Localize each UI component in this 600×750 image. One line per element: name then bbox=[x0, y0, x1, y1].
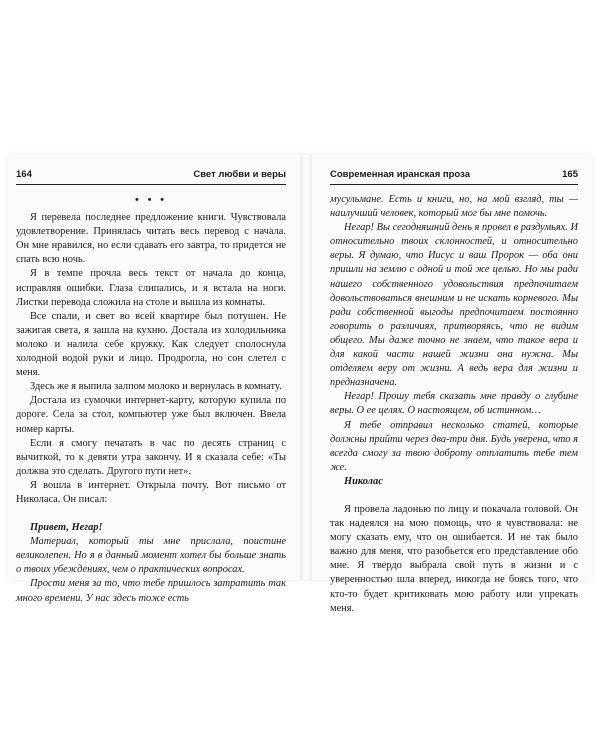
right-page-number: 165 bbox=[562, 169, 578, 180]
right-page bbox=[330, 169, 578, 616]
letter-greeting: Привет, Негар! bbox=[30, 522, 103, 534]
right-running-title: Современная иранская проза bbox=[330, 169, 470, 180]
left-page-number: 164 bbox=[16, 169, 32, 180]
left-page bbox=[16, 169, 286, 606]
left-page-body bbox=[16, 193, 286, 606]
book-gutter bbox=[300, 155, 312, 580]
letter-paragraph: Я тебе отправил несколько статей, которые должны прийти через два-три дня. Будь уверена, что я всегда смогу за твою доброту отплатить тебе тем же. bbox=[330, 419, 578, 473]
letter-paragraph: Негар! Вы сегодняшний день я провел в раздумьях. И относительно твоих склонностей, и относительно веры. Я думаю, что Иисус и ваш Пророк — оба они пришли на землю с одной и той же целью. Но мы ради нашего собственного удовольствия предпочитаем довольствоваться внешним и не искать корневого. Мы ради собственной выгоды предпочитаем постоянно говорить о различиях, притворяясь, что не видим общего. Мы даже точно не знаем, что такое вера и для какой части нашей жизни она нужна. Мы отделяем веру от жизни. А ведь вера для жизни и предназначена. bbox=[330, 222, 578, 389]
spacer bbox=[330, 489, 578, 503]
paragraph: Если я смогу печатать в час по десять страниц с вычиткой, то к девяти утра закончу. И я сказала себе: «Ты должна это сделать. Другого пути нет». bbox=[16, 437, 286, 477]
paragraph: Здесь же я выпила залпом молоко и вернулась в комнату. bbox=[30, 381, 282, 393]
book-spread bbox=[8, 155, 592, 614]
letter-continuation: мусульмане. Есть и книги, но, на мой взгляд, ты — наилучший человек, который мог бы мне помочь. bbox=[330, 194, 578, 220]
paragraph: Я перевела последнее предложение книги. Чувствовала удовлетворение. Принялась читать весь перевод с начала. Он мне нравился, но если сдавать его завтра, то придется не спать всю ночь. bbox=[16, 212, 286, 266]
letter-paragraph: Прости меня за то, что тебе пришлось затратить так много времени. У нас здесь тоже есть bbox=[16, 578, 286, 604]
letter-paragraph: Негар! Прошу тебя сказать мне правду о глубине веры. О ее целях. О настоящем, об истинном… bbox=[330, 391, 578, 417]
paragraph: Я вошла в интернет. Открыла почту. Вот письмо от Николаса. Он писал: bbox=[16, 479, 286, 505]
section-separator: • • • bbox=[134, 194, 168, 206]
left-running-title: Свет любви и веры bbox=[193, 169, 286, 180]
paragraph: Я провела ладонью по лицу и покачала головой. Он так надеялся на мою помощь, что я чувствовала: не могу сказать ему, что он ошибается. И не так было важно для меня, что разобьется его представление обо мне. Я твердо выбрала свой путь в жизни и с уверенностью шла вперед, никогда не боясь того, что кто-то будет критиковать мою работу или упрекать меня. bbox=[330, 503, 578, 614]
right-page-body bbox=[330, 193, 578, 616]
paragraph: Все спали, и свет во всей квартире был потушен. Не зажигая света, я зашла на кухню. Достала из холодильника молоко и налила себе кружку. Как следует сполоснула холодной водой руки и лицо. Продрогла, но сон слетел с меня. bbox=[16, 310, 286, 379]
right-running-header bbox=[330, 169, 578, 185]
paragraph: Достала из сумочки интернет-карту, которую купила по дороге. Села за стол, компьютер уже был включен. Ввела номер карты. bbox=[16, 395, 286, 435]
paragraph: Я в темпе прочла весь текст от начала до конца, исправляя ошибки. Глаза слипались, и я встала на ноги. Листки перевода сложила на столе и вышла из комнаты. bbox=[16, 268, 286, 308]
letter-paragraph: Материал, который ты мне прислала, поистине великолепен. Но я в данный момент хотел бы больше знать о твоих убеждениях, чем о практических вопросах. bbox=[16, 536, 286, 576]
letter-signature: Николас bbox=[344, 475, 383, 487]
left-running-header bbox=[16, 169, 286, 185]
spacer bbox=[16, 507, 286, 521]
